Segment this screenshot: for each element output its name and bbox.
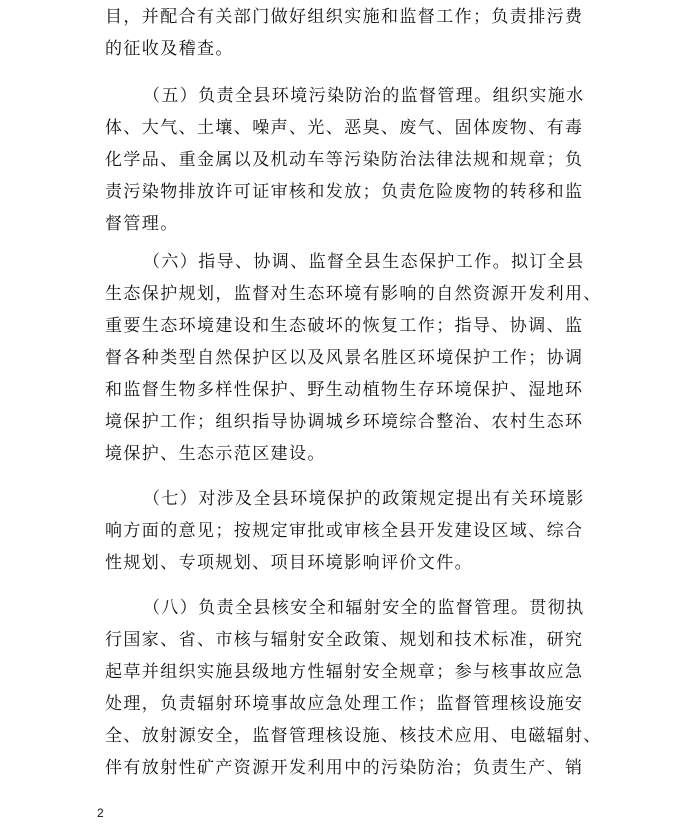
text-line: 的征收及稽查。 (105, 39, 234, 59)
paragraph-start-line: （八）负责全县核安全和辐射安全的监督管理。贯彻执 (143, 598, 585, 618)
text-line: 和监督生物多样性保护、野生动植物生存环境保护、湿地环 (105, 380, 584, 400)
paragraph-start-line: （六）指导、协调、监督全县生态保护工作。拟订全县 (143, 252, 585, 272)
text-line: 目，并配合有关部门做好组织实施和监督工作；负责排污费 (105, 7, 584, 27)
text-line: 境保护工作；组织指导协调城乡环境综合整治、农村生态环 (105, 412, 584, 432)
paragraph-start-line: （七）对涉及全县环境保护的政策规定提出有关环境影 (143, 489, 585, 509)
text-line: 起草并组织实施县级地方性辐射安全规章；参与核事故应急 (105, 662, 584, 682)
text-line: 伴有放射性矿产资源开发利用中的污染防治；负责生产、销 (105, 758, 584, 778)
paragraph-start-line: （五）负责全县环境污染防治的监督管理。组织实施水 (143, 86, 585, 106)
text-line: 全、放射源安全，监督管理核设施、核技术应用、电磁辐射、 (105, 726, 602, 746)
page-number: 2 (97, 806, 104, 820)
text-line: 性规划、专项规划、项目环境影响评价文件。 (105, 553, 473, 573)
text-line: 处理，负责辐射环境事故应急处理工作；监督管理核设施安 (105, 694, 584, 714)
text-line: 责污染物排放许可证审核和发放；负责危险废物的转移和监 (105, 182, 584, 202)
text-line: 督各种类型自然保护区以及风景名胜区环境保护工作；协调 (105, 348, 584, 368)
text-line: 行国家、省、市核与辐射安全政策、规划和技术标准，研究 (105, 630, 584, 650)
text-line: 重要生态环境建设和生态破坏的恢复工作；指导、协调、监 (105, 316, 584, 336)
text-line: 督管理。 (105, 214, 179, 234)
text-line: 体、大气、土壤、噪声、光、恶臭、废气、固体废物、有毒 (105, 118, 584, 138)
text-line: 生态保护规划，监督对生态环境有影响的自然资源开发利用、 (105, 284, 602, 304)
text-line: 境保护、生态示范区建设。 (105, 444, 326, 464)
text-line: 化学品、重金属以及机动车等污染防治法律法规和规章；负 (105, 150, 584, 170)
text-line: 响方面的意见；按规定审批或审核全县开发建设区域、综合 (105, 521, 584, 541)
